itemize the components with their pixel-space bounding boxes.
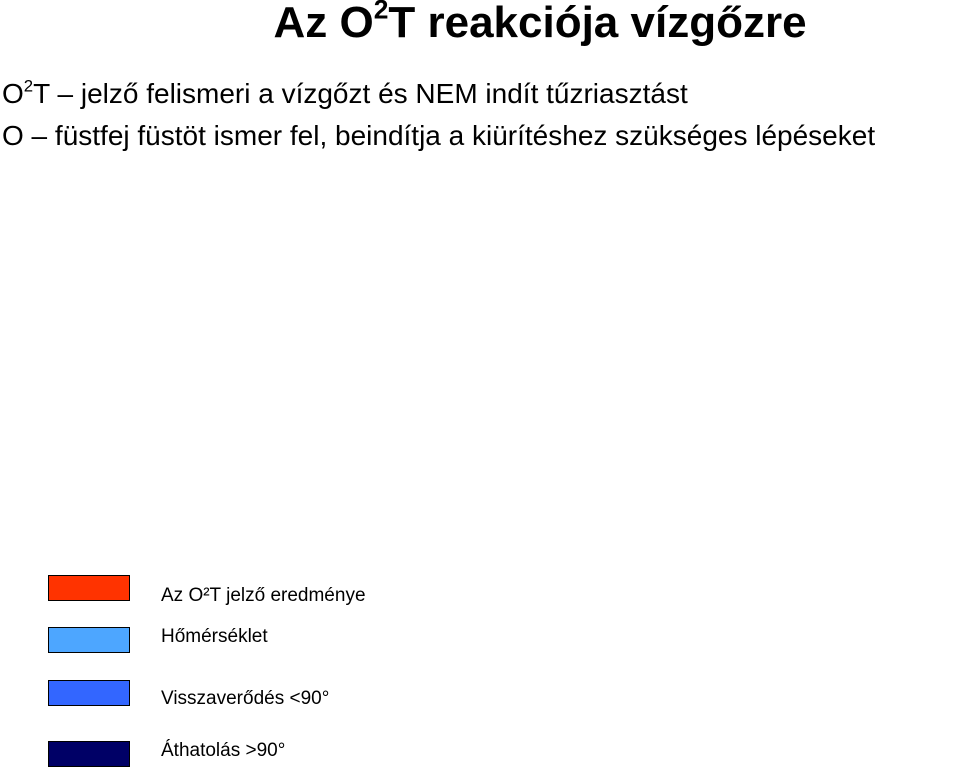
legend-label-temperature: Hőmérséklet	[161, 626, 268, 647]
description-line-o	[2, 120, 875, 152]
description-line-o-text: – füstfej füstöt ismer fel, beindítja a kiürítéshez szükséges lépéseket	[23, 120, 876, 151]
description-line-o-prefix: O	[2, 120, 24, 151]
description-line-o2t	[2, 78, 688, 110]
legend-swatch-temperature	[48, 627, 130, 653]
description-line-o2t-text: T – jelző felismeri a vízgőzt és NEM indít tűzriasztást	[33, 78, 688, 109]
legend-swatch-reflection	[48, 680, 130, 706]
slide-title-superscript: 2	[373, 0, 389, 25]
slide-title-prefix: Az O	[273, 0, 374, 47]
legend-label-reflection: Visszaverődés <90°	[161, 688, 330, 709]
legend-label-result: Az O²T jelző eredménye	[161, 585, 366, 606]
legend-swatch-result	[48, 575, 130, 601]
description-line-o2t-prefix: O	[2, 78, 24, 109]
description-line-o2t-superscript: 2	[23, 76, 34, 96]
legend-swatch-penetration	[48, 741, 130, 767]
slide-title	[0, 0, 960, 46]
slide-title-suffix: T reakciója vízgőzre	[388, 0, 807, 47]
legend-label-penetration: Áthatolás >90°	[161, 740, 286, 761]
